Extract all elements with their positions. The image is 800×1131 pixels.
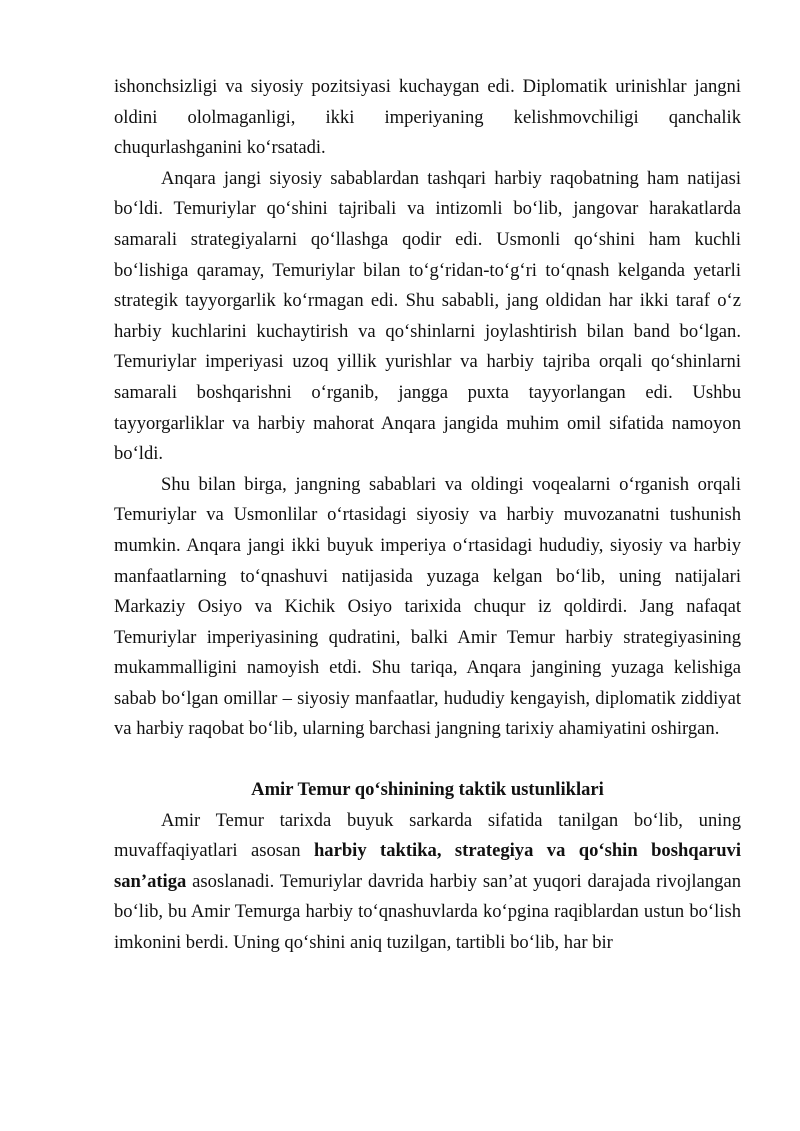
bold-phrase: harbiy taktika, strategiya va qo‘shin boshqaruvi san’atiga [114, 840, 741, 892]
paragraph-text-before-bold: Amir Temur tarixda buyuk sarkarda sifatida tanilgan bo‘lib, uning muvaffaqiyatlari asosan [114, 809, 741, 862]
section-heading: Amir Temur qo‘shinining taktik ustunliklari [251, 779, 604, 801]
paragraph-tactics-intro [114, 806, 741, 959]
document-page [114, 72, 741, 959]
paragraph-causes-summary: Shu bilan birga, jangning sabablari va oldingi voqealarni o‘rganish orqali Temuriylar va Usmonlilar o‘rtasidagi siyosiy va harbiy muvozanatni tushunish mumkin. Anqara jangi ikki buyuk imperiya o‘rtasidagi hududiy, siyosiy va harbiy manfaatlarning to‘qnashuvi natijasida yuzaga kelgan bo‘lib, uning natijalari Markaziy Osiyo va Kichik Osiyo tarixida chuqur iz qoldirdi. Jang nafaqat Temuriylar imperiyasining qudratini, balki Amir Temur harbiy strategiyasining mukammalligini namoyish etdi. Shu tariqa, Anqara jangining yuzaga kelishiga sabab bo‘lgan omillar – siyosiy manfaatlar, hududiy kengayish, diplomatik ziddiyat va harbiy raqobat bo‘lib, ularning barchasi jangning tarixiy ahamiyatini oshirgan. [114, 473, 741, 740]
paragraph-military-rivalry: Anqara jangi siyosiy sabablardan tashqari harbiy raqobatning ham natijasi bo‘ldi. Temuriylar qo‘shini tajribali va intizomli bo‘lib, jangovar harakatlarda samarali strategiyalarni qo‘llashga qodir edi. Usmonli qo‘shini ham kuchli bo‘lishiga qaramay, Temuriylar bilan to‘g‘ridan-to‘g‘ri to‘qnash kelganda yetarli strategik tayyorgarlik ko‘rmagan edi. Shu sababli, jang oldidan har ikki taraf o‘z harbiy kuchlarini kuchaytirish va qo‘shinlarni joylashtirish bilan band bo‘lgan. Temuriylar imperiyasi uzoq yillik yurishlar va harbiy tajriba orqali qo‘shinlarni samarali boshqarishni o‘rganib, jangga puxta tayyorlangan edi. Ushbu tayyorgarliklar va harbiy mahorat Anqara jangida muhim omil sifatida namoyon bo‘ldi. [114, 167, 741, 465]
paragraph-text-after-bold: asoslanadi. Temuriylar davrida harbiy san’at yuqori darajada rivojlangan bo‘lib, bu Amir Temurga harbiy to‘qnashuvlarda ko‘pgina raqiblardan ustun bo‘lish imkonini berdi. Uning qo‘shini aniq tuzilgan, tartibli bo‘lib, har bir [114, 870, 741, 954]
paragraph-continued: ishonchsizligi va siyosiy pozitsiyasi kuchaygan edi. Diplomatik urinishlar jangni oldini ololmaganligi, ikki imperiyaning kelishmovchiligi qanchalik chuqurlashganini ko‘rsatadi. [114, 76, 741, 159]
